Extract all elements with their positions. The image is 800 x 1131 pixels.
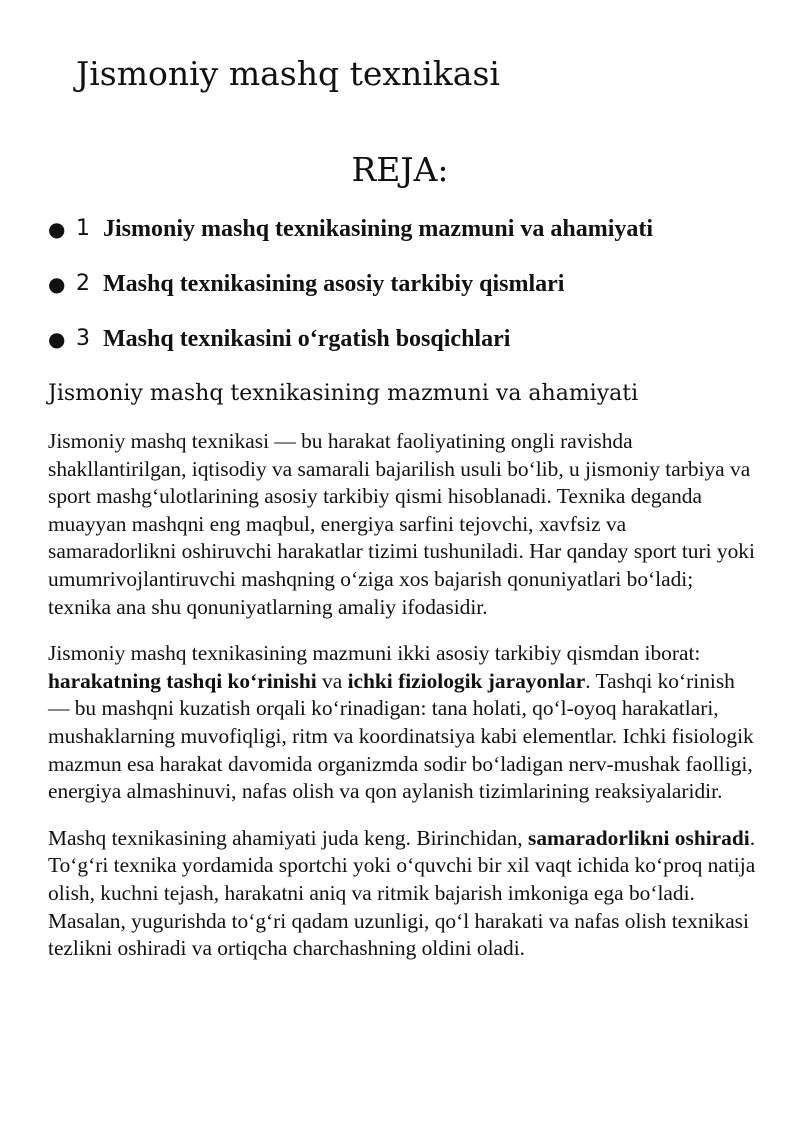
paragraph-2-mid: va — [316, 668, 348, 693]
plan-item-text: Mashq texnikasining asosiy tarkibiy qismlari — [103, 271, 565, 297]
plan-item-number: 2 — [76, 271, 90, 296]
plan-item-number: 3 — [76, 326, 90, 351]
bullet-icon: ● — [48, 327, 66, 351]
paragraph-1: Jismoniy mashq texnikasi — bu harakat faoliyatining ongli ravishda shakllantirilgan, iqtisodiy va samarali bajarilish usuli bo‘lib, u jismoniy tarbiya va sport mashg‘ulotlarining asosiy tarkibiy qismi hisoblanadi. Texnika deganda muayyan mashqni eng maqbul, energiya sarfini tejovchi, xavfsiz va samaradorlikni oshiruvchi harakatlar tizimi tushuniladi. Har qanday sport turi yoki umumrivojlantiruvchi mashqning o‘ziga xos bajarish qonuniyatlari bo‘ladi; texnika ana shu qonuniyatlarning amaliy ifodasidir. — [48, 429, 755, 619]
paragraph-3-lead: Mashq texnikasining ahamiyati juda keng. Birinchidan, — [48, 825, 529, 850]
paragraph-3-bold-1: samaradorlikni oshiradi — [528, 825, 750, 850]
plan-item-text: Jismoniy mashq texnikasining mazmuni va ahamiyati — [103, 216, 654, 242]
body-text — [48, 428, 756, 982]
paragraph-2 — [48, 640, 756, 806]
plan-list — [48, 206, 768, 371]
plan-item — [48, 316, 768, 371]
plan-item — [48, 206, 768, 261]
plan-item — [48, 261, 768, 316]
plan-item-text: Mashq texnikasini o‘rgatish bosqichlari — [103, 326, 511, 352]
paragraph-2-bold-2: ichki fiziologik jarayonlar — [347, 668, 586, 693]
paragraph-2-bold-1: harakatning tashqi ko‘rinishi — [48, 668, 317, 693]
paragraph-3 — [48, 825, 756, 963]
paragraph-2-lead: Jismoniy mashq texnikasining mazmuni ikki asosiy tarkibiy qismdan iborat: — [48, 641, 701, 666]
paragraph-3-tail: . To‘g‘ri texnika yordamida sportchi yoki o‘quvchi bir xil vaqt ichida ko‘proq natija olish, kuchni tejash, harakatni aniq va ritmik bajarish imkoniga ega bo‘ladi. Masalan, yugurishda to‘g‘ri qadam uzunligi, qo‘l harakati va nafas olish texnikasi tezlikni oshiradi va ortiqcha charchashning oldini oladi. — [48, 825, 756, 961]
section-heading: Jismoniy mashq texnikasining mazmuni va ahamiyati — [48, 381, 639, 406]
plan-heading: REJA: — [351, 150, 449, 189]
document-title: Jismoniy mashq texnikasi — [76, 54, 500, 93]
bullet-icon: ● — [48, 217, 66, 241]
plan-item-number: 1 — [76, 216, 90, 241]
bullet-icon: ● — [48, 272, 66, 296]
paragraph-2-tail: . Tashqi ko‘rinish — bu mashqni kuzatish orqali ko‘rinadigan: tana holati, qo‘l-oyoq harakatlari, mushaklarning muvofiqligi, ritm va koordinatsiya kabi elementlar. Ichki fisiologik mazmun esa harakat davomida organizmda sodir bo‘ladigan nerv-mushak faolligi, energiya almashinuvi, nafas olish va qon aylanish tizimlarining reaksiyalaridir. — [48, 668, 754, 804]
